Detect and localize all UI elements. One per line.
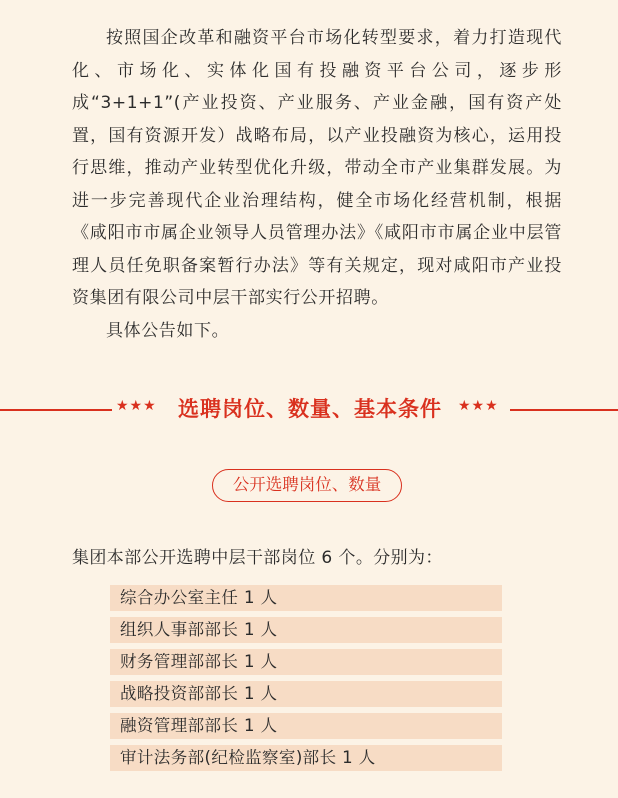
section-header — [0, 395, 618, 425]
intro-paragraph: 按照国企改革和融资平台市场化转型要求，着力打造现代化、市场化、实体化国有投融资平台公司，逐步形成“3+1+1”(产业投资、产业服务、产业金融，国有资产处置，国有资源开发）战略布局，以产业投融资为核心，运用投行思维，推动产业转型优化升级，带动全市产业集群发展。为进一步完善现代企业治理结构，健全市场化经营机制，根据《咸阳市市属企业领导人员管理办法》《咸阳市市属企业中层管理人员任免职备案暂行办法》等有关规定，现对咸阳市产业投资集团有限公司中层干部实行公开招聘。 — [72, 28, 562, 308]
stars-right-icon: ★★★ — [458, 398, 499, 414]
divider-line-right — [510, 409, 618, 411]
section-title: 选聘岗位、数量、基本条件 — [178, 397, 442, 421]
list-item: 组织人事部部长 1 人 — [110, 617, 502, 643]
subsection-title: 公开选聘岗位、数量 — [212, 469, 402, 502]
stars-left-icon: ★★★ — [116, 398, 157, 414]
list-item: 综合办公室主任 1 人 — [110, 585, 502, 611]
positions-intro: 集团本部公开选聘中层干部岗位 6 个。分别为： — [72, 548, 443, 568]
list-item: 融资管理部部长 1 人 — [110, 713, 502, 739]
list-item: 财务管理部部长 1 人 — [110, 649, 502, 675]
divider-line-left — [0, 409, 112, 411]
position-list — [110, 585, 502, 777]
intro-closing: 具体公告如下。 — [106, 320, 230, 341]
intro-text — [72, 22, 562, 347]
list-item: 战略投资部部长 1 人 — [110, 681, 502, 707]
list-item: 审计法务部(纪检监察室)部长 1 人 — [110, 745, 502, 771]
